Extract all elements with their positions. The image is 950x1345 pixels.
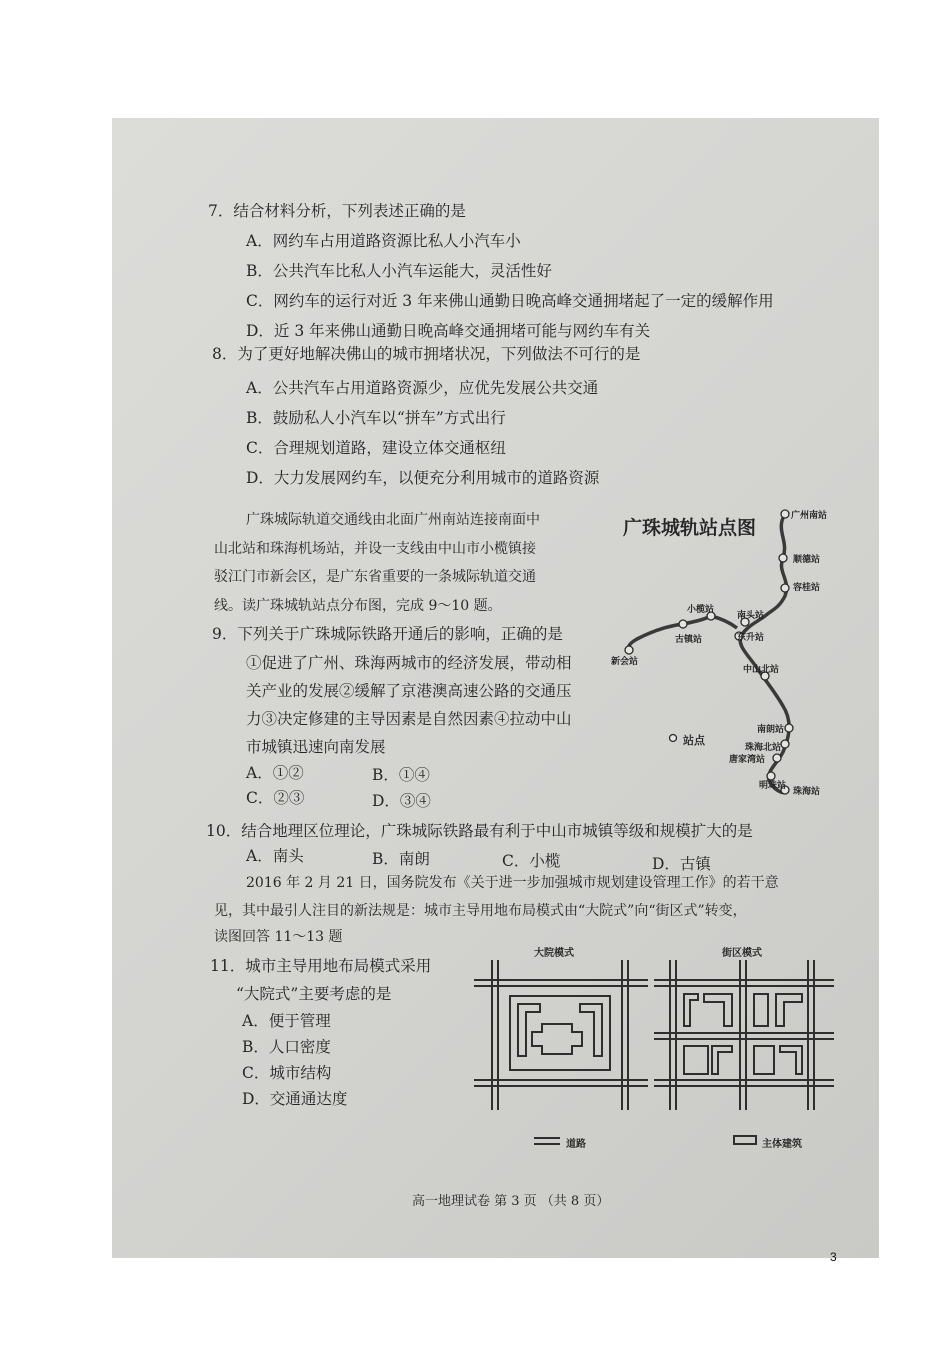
- station-label-shunde: 顺德站: [793, 555, 821, 565]
- station-marker-zhuhaibei: [781, 740, 789, 748]
- q8-option-b: B．鼓励私人小汽车以“拼车”方式出行: [246, 409, 506, 427]
- passage1-line-2: 山北站和珠海机场站，并设一支线由中山市小榄镇接: [214, 541, 536, 557]
- passage2-line-1: 2016 年 2 月 21 日，国务院发布《关于进一步加强城市规划建设管理工作》的若干意: [246, 875, 779, 891]
- q10-stem: 10．结合地理区位理论，广珠城际铁路最有利于中山市城镇等级和规模扩大的是: [206, 822, 753, 840]
- q9-body-line-3: 力③决定修建的主导因素是自然因素④拉动中山: [246, 710, 572, 728]
- q11-option-c: C．城市结构: [242, 1064, 332, 1082]
- q9-body-line-4: 市城镇迅速向南发展: [246, 738, 386, 756]
- station-marker-shunde: [779, 554, 787, 562]
- station-label-nanlang: 南朗站: [757, 725, 785, 735]
- q9-option-d: D．③④: [372, 792, 431, 810]
- q11-option-b: B．人口密度: [242, 1038, 331, 1056]
- passage2-line-3: 读图回答 11～13 题: [214, 929, 343, 945]
- rail-station-map: [607, 500, 867, 800]
- q8-option-d: D．大力发展网约车，以便充分利用城市的道路资源: [246, 469, 600, 487]
- q9-option-c: C．②③: [246, 789, 305, 807]
- station-label-tangjiawan: 唐家湾站: [729, 755, 766, 765]
- q8-option-c: C．合理规划道路，建设立体交通枢纽: [246, 439, 506, 457]
- scanned-page-photo: [112, 118, 879, 1258]
- station-marker-tangjiawan: [773, 754, 781, 762]
- station-label-zhongshanbei: 中山北站: [743, 665, 780, 675]
- station-label-nantou: 南头站: [737, 611, 765, 621]
- q9-body-line-2: 关产业的发展②缓解了京港澳高速公路的交通压: [246, 682, 572, 700]
- station-marker-nanlang: [785, 724, 793, 732]
- q10-option-a: A．南头: [246, 847, 304, 865]
- q7-stem: 7．结合材料分析，下列表述正确的是: [208, 202, 466, 220]
- station-label-xiaolan: 小榄站: [687, 605, 715, 615]
- passage2-line-2: 见，其中最引人注目的新法规是：城市主导用地布局模式由“大院式”向“街区式”转变，: [214, 903, 747, 919]
- compound-mode-title: 大院模式: [534, 948, 574, 959]
- q7-option-a: A．网约车占用道路资源比私人小汽车小: [246, 232, 521, 250]
- station-label-zhuhaibei: 珠海北站: [745, 743, 782, 753]
- q10-option-d: D．古镇: [652, 855, 711, 873]
- q11-stem-line-1: 11．城市主导用地布局模式采用: [210, 957, 432, 975]
- passage1-line-1: 广珠城际轨道交通线由北面广州南站连接南面中: [246, 512, 540, 528]
- q9-option-a: A．①②: [246, 764, 304, 782]
- q7-option-b: B．公共汽车比私人小汽车运能大，灵活性好: [246, 262, 552, 280]
- q7-option-d: D．近 3 年来佛山通勤日晚高峰交通拥堵可能与网约车有关: [246, 322, 651, 340]
- station-label-guangzhounan: 广州南站: [791, 511, 828, 521]
- legend-road-label: 道路: [566, 1139, 586, 1150]
- q9-stem: 9．下列关于广珠城际铁路开通后的影响，正确的是: [212, 625, 563, 643]
- passage1-line-4: 线。读广珠城轨站点分布图，完成 9～10 题。: [214, 598, 502, 614]
- map-title: 广珠城轨站点图: [623, 517, 757, 539]
- station-marker-guzhen: [679, 620, 687, 628]
- map-legend-label: 站点: [683, 734, 705, 747]
- legend-station-marker: [670, 735, 677, 742]
- block-mode-title: 街区模式: [722, 948, 762, 959]
- page-footer: 高一地理试卷 第 3 页 （共 8 页）: [412, 1194, 610, 1209]
- q11-option-d: D．交通通达度: [242, 1090, 348, 1108]
- q10-option-c: C．小榄: [502, 852, 561, 870]
- q8-stem: 8．为了更好地解决佛山的城市拥堵状况，下列做法不可行的是: [212, 345, 641, 363]
- station-label-xinhui: 新会站: [611, 657, 639, 667]
- station-label-zhuhai: 珠海站: [793, 787, 821, 797]
- q10-option-b: B．南朗: [372, 850, 430, 868]
- land-use-figure: [472, 940, 842, 1170]
- passage1-line-3: 驳江门市新会区，是广东省重要的一条城际轨道交通: [214, 569, 536, 585]
- station-label-mingzhu: 明珠站: [759, 781, 787, 791]
- station-label-ronggui: 容桂站: [793, 583, 821, 593]
- q11-option-a: A．便于管理: [242, 1012, 331, 1030]
- station-label-guzhen: 古镇站: [675, 635, 703, 645]
- station-label-dongsheng: 东升站: [737, 633, 765, 643]
- page-number: 3: [830, 1250, 837, 1264]
- q9-option-b: B．①④: [372, 766, 430, 784]
- legend-building-label: 主体建筑: [762, 1139, 802, 1150]
- q8-option-a: A．公共汽车占用道路资源少，应优先发展公共交通: [246, 379, 599, 397]
- q7-option-c: C．网约车的运行对近 3 年来佛山通勤日晚高峰交通拥堵起了一定的缓解作用: [246, 292, 774, 310]
- station-marker-guangzhounan: [781, 510, 789, 518]
- q9-body-line-1: ①促进了广州、珠海两城市的经济发展，带动相: [246, 654, 572, 672]
- station-marker-ronggui: [781, 584, 789, 592]
- q11-stem-line-2: “大院式”主要考虑的是: [236, 985, 392, 1003]
- station-marker-xinhui: [625, 646, 633, 654]
